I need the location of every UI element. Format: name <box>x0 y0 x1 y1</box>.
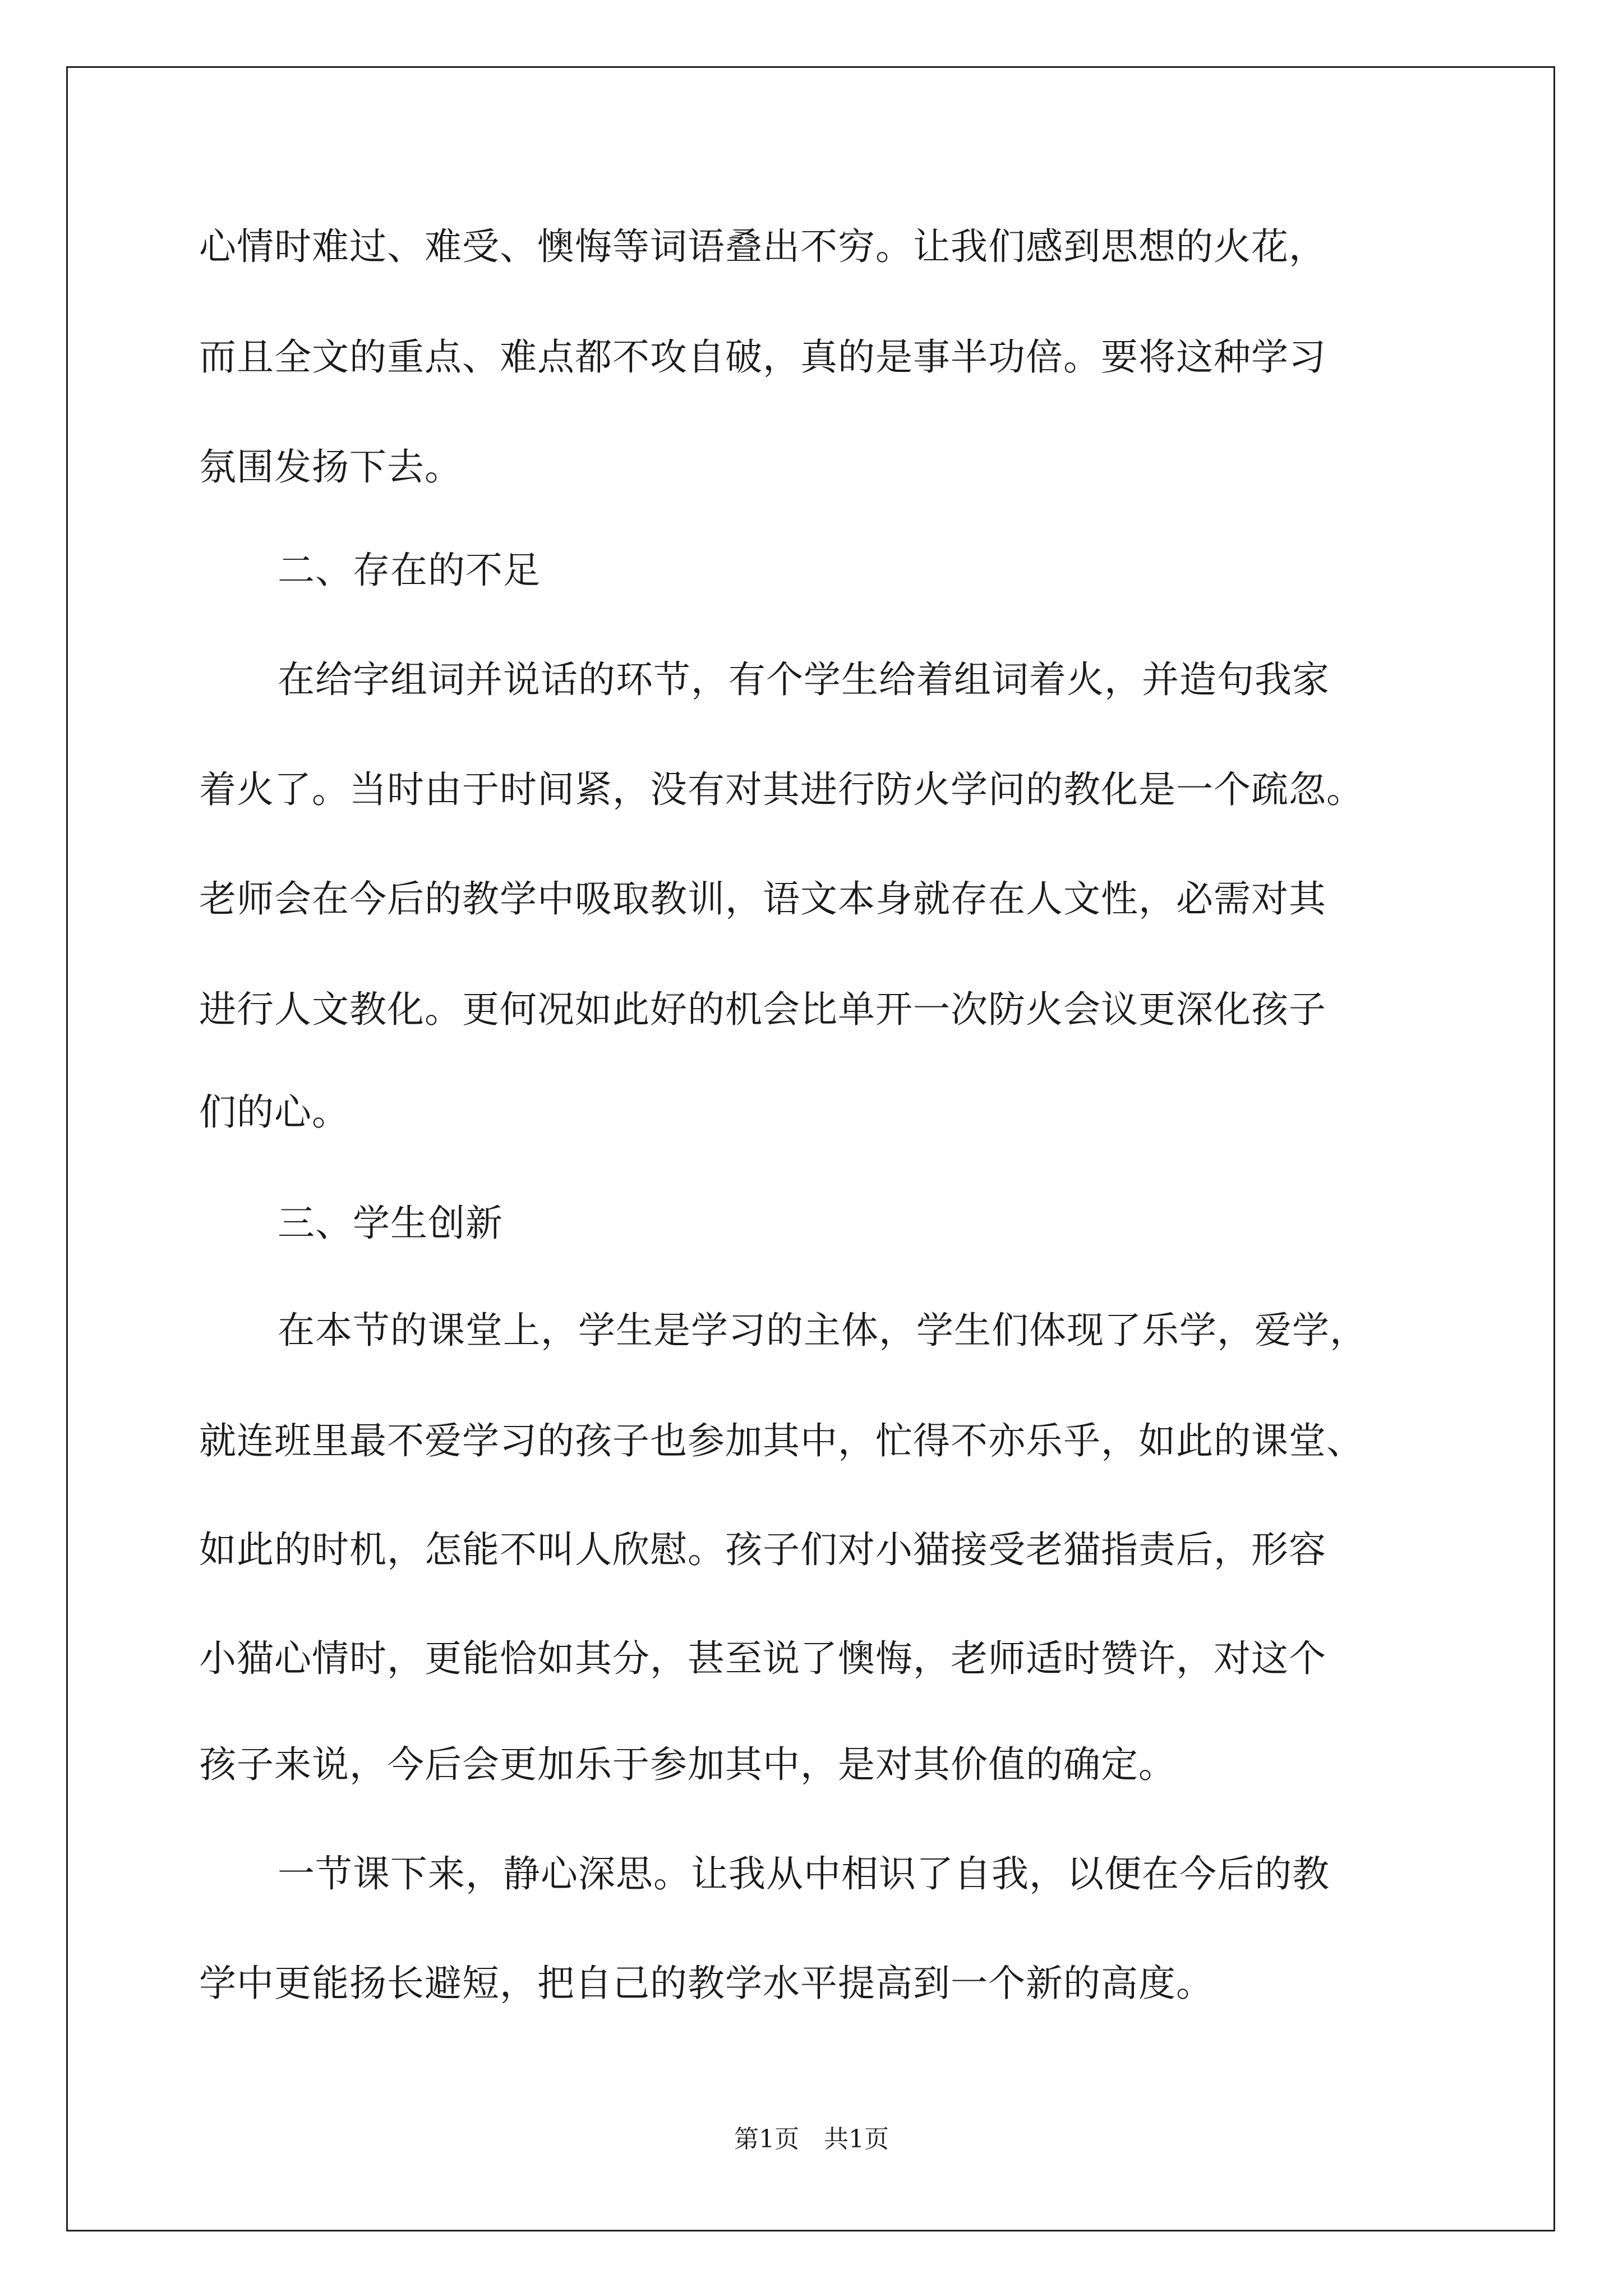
paragraph-line: 进行人文教化。更何况如此好的机会比单开一次防火会议更深化孩子 <box>199 988 1326 1031</box>
paragraph-line: 氛围发扬下去。 <box>199 445 462 489</box>
section-heading: 二、存在的不足 <box>278 549 541 592</box>
page-border <box>66 66 1555 2231</box>
paragraph-line: 在给字组词并说话的环节，有个学生给着组词着火，并造句我家 <box>278 658 1330 701</box>
paragraph-line: 学中更能扬长避短，把自己的教学水平提高到一个新的高度。 <box>199 1962 1214 2005</box>
paragraph-line: 老师会在今后的教学中吸取教训，语文本身就存在人文性，必需对其 <box>199 877 1326 921</box>
section-heading: 三、学生创新 <box>278 1202 503 1245</box>
paragraph-line: 如此的时机，怎能不叫人欣慰。孩子们对小猫接受老猫指责后，形容 <box>199 1528 1326 1571</box>
paragraph-line: 一节课下来，静心深思。让我从中相识了自我，以便在今后的教 <box>278 1852 1330 1895</box>
paragraph-line: 小猫心情时，更能恰如其分，甚至说了懊悔，老师适时赞许，对这个 <box>199 1637 1326 1680</box>
paragraph-line: 们的心。 <box>199 1091 349 1134</box>
paragraph-line: 心情时难过、难受、懊悔等词语叠出不穷。让我们感到思想的火花， <box>199 225 1326 268</box>
paragraph-line: 着火了。当时由于时间紧，没有对其进行防火学问的教化是一个疏忽。 <box>199 768 1364 811</box>
paragraph-line: 就连班里最不爱学习的孩子也参加其中，忙得不亦乐乎，如此的课堂、 <box>199 1419 1364 1462</box>
paragraph-line: 在本节的课堂上，学生是学习的主体，学生们体现了乐学，爱学， <box>278 1309 1367 1352</box>
page-number-footer: 第1页 共1页 <box>734 2125 889 2154</box>
paragraph-line: 孩子来说，今后会更加乐于参加其中，是对其价值的确定。 <box>199 1743 1176 1786</box>
paragraph-line: 而且全文的重点、难点都不攻自破，真的是事半功倍。要将这种学习 <box>199 335 1326 379</box>
